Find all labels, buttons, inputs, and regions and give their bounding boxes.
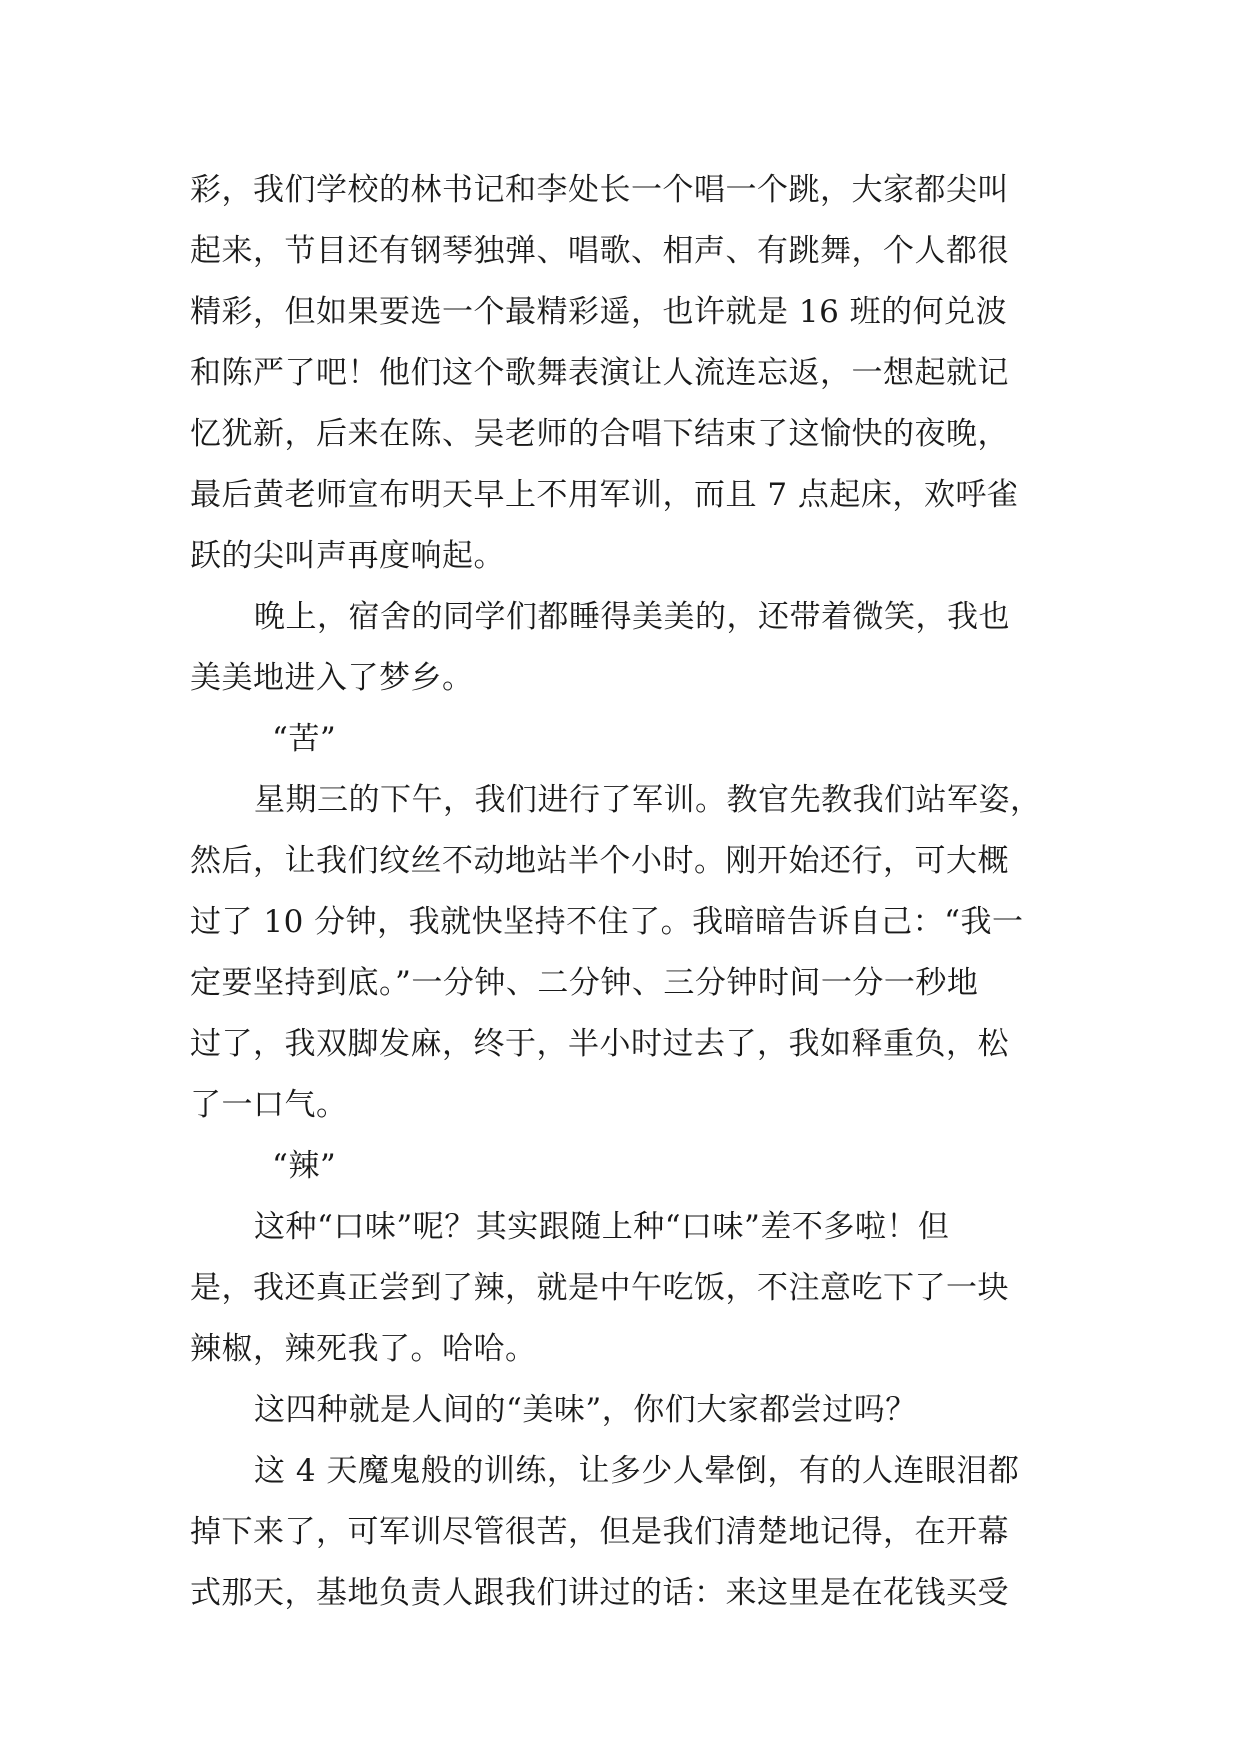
text-line: 过了，我双脚发麻，终于，半小时过去了，我如释重负，松 (190, 1026, 1009, 1062)
text-line: 式那天，基地负责人跟我们讲过的话：来这里是在花钱买受 (190, 1575, 1009, 1611)
paragraph-start-line: 这 4 天魔鬼般的训练，让多少人晕倒，有的人连眼泪都 (254, 1453, 1020, 1489)
text-line: 最后黄老师宣布明天早上不用军训，而且 7 点起床，欢呼雀 (190, 477, 1019, 513)
paragraph-start-line: 这四种就是人间的“美味”，你们大家都尝过吗？ (254, 1392, 917, 1428)
text-line: 辣椒，辣死我了。哈哈。 (190, 1331, 537, 1367)
text-line: 美美地进入了梦乡。 (190, 660, 474, 696)
text-line: 定要坚持到底。”一分钟、二分钟、三分钟时间一分一秒地 (190, 965, 979, 1001)
text-line: 起来，节目还有钢琴独弹、唱歌、相声、有跳舞，个人都很 (190, 233, 1009, 269)
text-line: 和陈严了吧！他们这个歌舞表演让人流连忘返，一想起就记 (190, 355, 1009, 391)
text-line: 然后，让我们纹丝不动地站半个小时。刚开始还行，可大概 (190, 843, 1009, 879)
text-line: 跃的尖叫声再度响起。 (190, 538, 505, 574)
paragraph-start-line: 这种“口味”呢？其实跟随上种“口味”差不多啦！但 (254, 1209, 950, 1245)
section-heading-ku: “苦” (272, 721, 337, 757)
text-line: 是，我还真正尝到了辣，就是中午吃饭，不注意吃下了一块 (190, 1270, 1009, 1306)
text-line: 精彩，但如果要选一个最精彩遥，也许就是 16 班的何兑波 (190, 294, 1008, 330)
text-line: 过了 10 分钟，我就快坚持不住了。我暗暗告诉自己：“我一 (190, 904, 1024, 940)
text-line: 忆犹新，后来在陈、吴老师的合唱下结束了这愉快的夜晚， (190, 416, 1009, 452)
text-line: 掉下来了，可军训尽管很苦，但是我们清楚地记得，在开幕 (190, 1514, 1009, 1550)
text-line: 了一口气。 (190, 1087, 348, 1123)
text-line: 彩，我们学校的林书记和李处长一个唱一个跳，大家都尖叫 (190, 172, 1009, 208)
body-text (190, 160, 1070, 1624)
paragraph-start-line: 晚上，宿舍的同学们都睡得美美的，还带着微笑，我也 (254, 599, 1010, 635)
paragraph-start-line: 星期三的下午，我们进行了军训。教官先教我们站军姿， (254, 782, 1042, 818)
section-heading-la: “辣” (272, 1148, 337, 1184)
